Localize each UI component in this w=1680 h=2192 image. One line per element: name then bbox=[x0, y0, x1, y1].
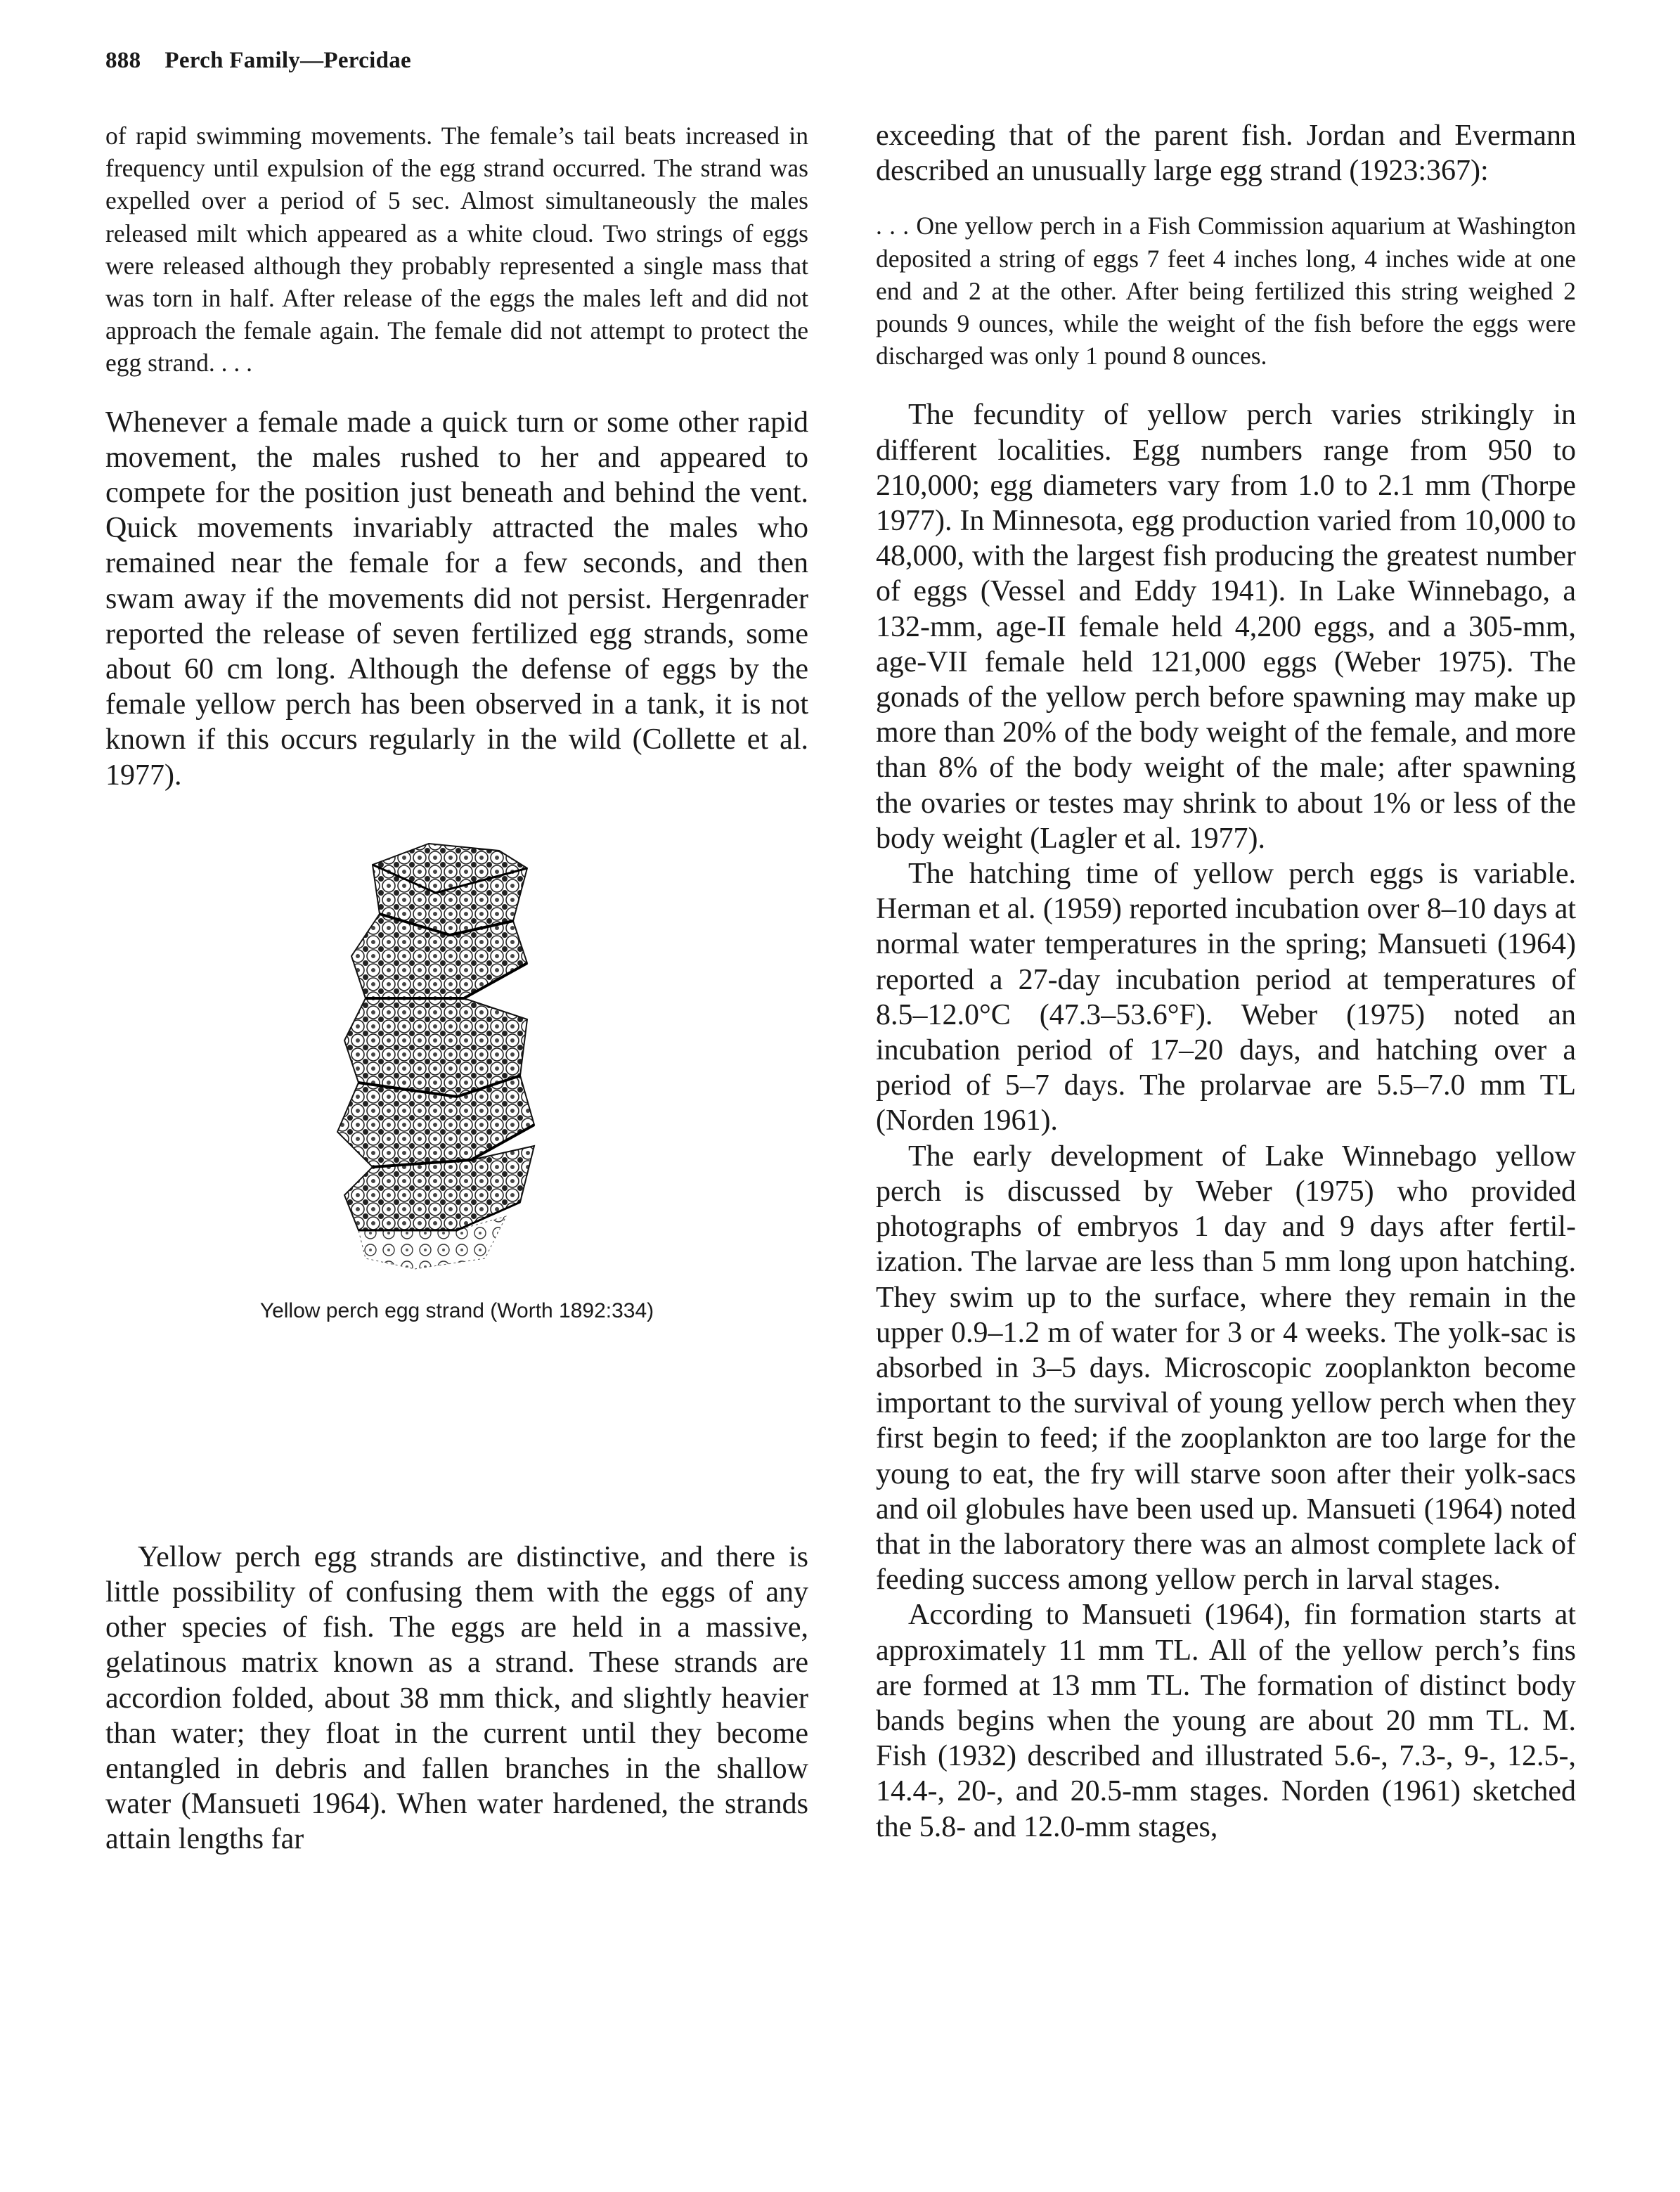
paragraph-continuation: exceeding that of the parent fish. Jordan and Evermann described an unusually large egg strand (1923:367): bbox=[876, 120, 1576, 188]
block-quote-jordan-evermann: . . . One yellow perch in a Fish Commission aquarium at Washington deposited a string of eggs 7 feet 4 inches long, 4 inches wide at one end and 2 at the other. After being fertilized this string weighed 2 pounds 9 ounces, while the weight of the fish before the eggs were discharged was only 1 pound 8 ounces. bbox=[876, 212, 1576, 370]
paragraph-early-development: The early development of Lake Winnebago yellow perch is discussed by Weber (1975) who provided photographs of embryos 1 day and 9 days after fertilization. The larvae are less than 5 mm long upon hatching. They swim up to the surface, where they remain in the upper 0.9–1.2 m of water for 3 or 4 weeks. The yolk-sac is absorbed in 3–5 days. Microscopic zooplankton become important to the survival of young yellow perch when they first begin to feed; if the zooplankton are too large for the young to eat, the fry will starve soon after their yolk-sacs and oil globules have been used up. Mansueti (1964) noted that in the laboratory there was an almost complete lack of feeding success among yellow perch in larval stages. bbox=[876, 1140, 1576, 1597]
running-header bbox=[105, 48, 411, 74]
paragraph-fin-formation: According to Mansueti (1964), fin formation starts at approximately 11 mm TL. All of the yellow perch’s fins are formed at 13 mm TL. The formation of distinct body bands begins when the young are about 20 mm TL. M. Fish (1932) described and illustrated 5.6-, 7.3-, 9-, 12.5-, 14.4-, 20-, and 20.5-mm stages. Norden (1961) sketched the 5.8- and 12.0-mm stages, bbox=[876, 1599, 1576, 1843]
figure-caption: Yellow perch egg strand (Worth 1892:334) bbox=[259, 1298, 654, 1322]
paragraph-male-behavior: Whenever a female made a quick turn or some other rapid movement, the males rushed to her and appeared to compete for the position just beneath and behind the vent. Quick movements invariably attracted the males who remained near the female for a few seconds, and then swam away if the movements did not persist. Hergenrader reported the release of seven fertilized egg strands, some about 60 cm long. Although the defense of eggs by the female yellow perch has been observed in a tank, it is not known if this occurs regularly in the wild (Collette et al. 1977). bbox=[105, 406, 808, 792]
left-column bbox=[105, 120, 808, 1857]
paragraph-hatching-time: The hatching time of yellow perch eggs is variable. Herman et al. (1959) reported incubation over 8–10 days at normal water temperatures in the spring; Mansueti (1964) reported a 27-day incubation period at temperatures of 8.5–12.0°C (47.3–53.6°F). Weber (1975) noted an incubation period of 17–20 days, and hatching over a period of 5–7 days. The prolarvae are 5.5–7.0 mm TL (Norden 1961). bbox=[876, 858, 1577, 1137]
paragraph-egg-strands: Yellow perch egg strands are distinctive, and there is little possibility of confusing them with the eggs of any other species of fish. The eggs are held in a massive, gelatinous matrix known as a strand. These strands are accordion folded, about 38 mm thick, and slightly heavier than water; they float in the current until they become entangled in debris and fallen branches in the shallow water (Mansueti 1964). When water hardened, the strands attain lengths far bbox=[105, 1540, 808, 1856]
paragraph-fecundity: The fecundity of yellow perch varies strikingly in different localities. Egg numbers range from 950 to 210,000; egg diameters vary from 1.0 to 2.1 mm (Thorpe 1977). In Minnesota, egg production varied from 10,000 to 48,000, with the largest fish producing the greatest number of eggs (Vessel and Eddy 1941). In Lake Winnebago, a 132-mm, age-II female held 4,200 eggs, and a 305-mm, age-VII female held 121,000 eggs (Weber 1975). The gonads of the yellow perch before spawning may make up more than 20% of the body weight of the female, and more than 8% of the body weight of the male; after spawning the ovaries or testes may shrink to about 1% or less of the body weight (Lagler et al. 1977). bbox=[876, 399, 1576, 855]
egg-strand-figure bbox=[105, 837, 808, 1540]
block-quote-spawning: of rapid swimming movements. The female’s tail beats increased in frequency until expulsion of the egg strand occurred. The strand was expelled over a period of 5 sec. Almost simultaneously the males released milt which appeared as a white cloud. Two strings of eggs were released although they probably represented a single mass that was torn in half. After release of the eggs the males left and did not approach the female again. The female did not attempt to protect the egg strand. . . . bbox=[105, 122, 808, 378]
running-title: Perch Family—Percidae bbox=[164, 48, 411, 73]
right-column bbox=[876, 118, 1576, 1845]
egg-strand-illustration bbox=[288, 837, 626, 1272]
page-number: 888 bbox=[105, 48, 141, 73]
